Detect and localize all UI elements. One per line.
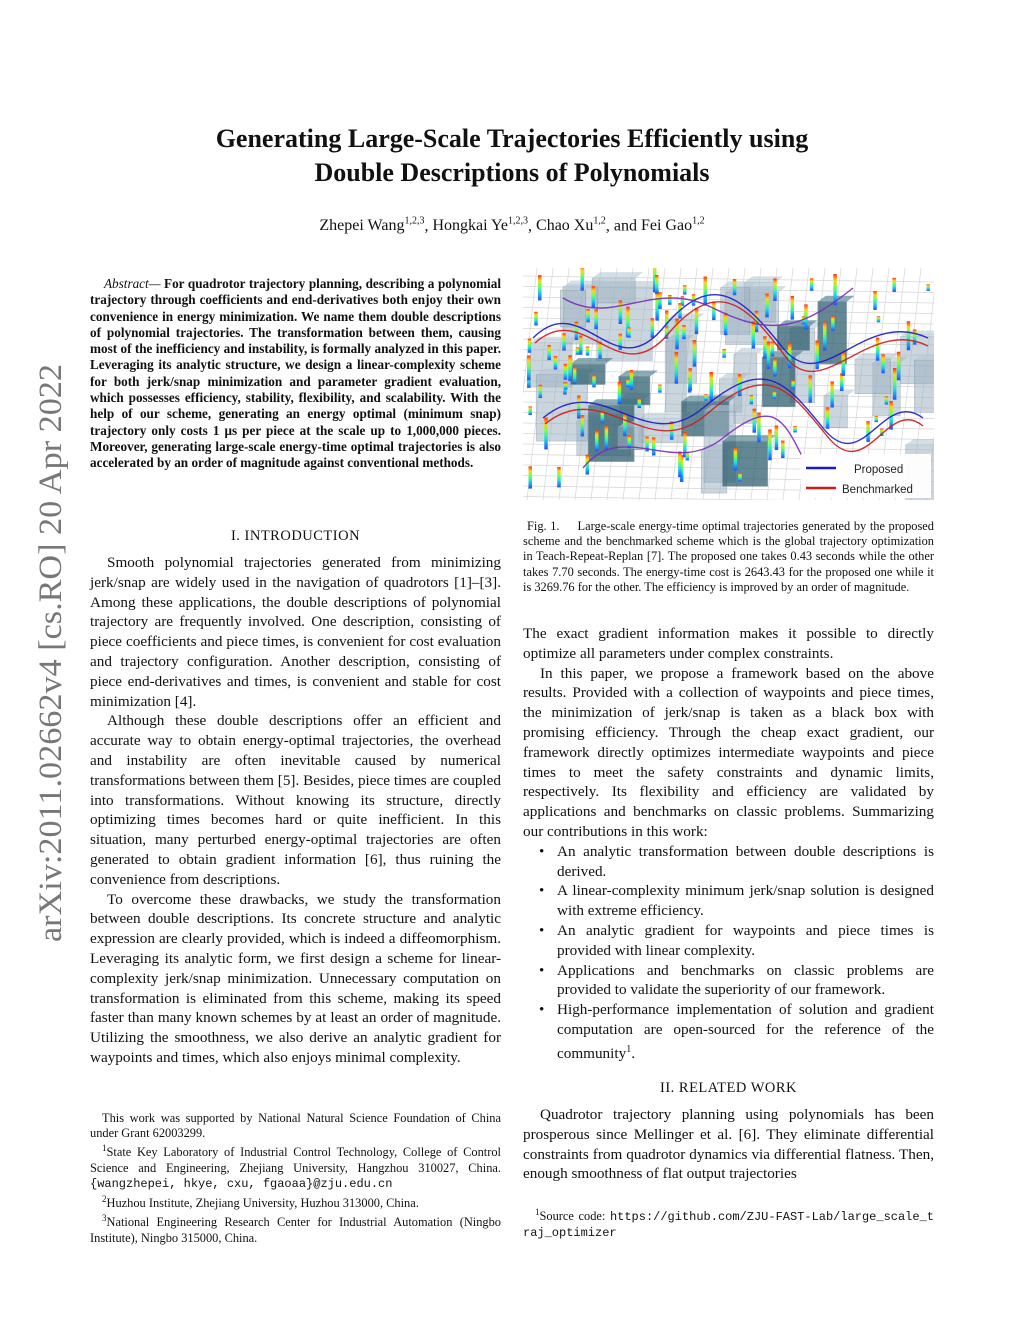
heatmap-pillar [586,347,590,356]
heatmap-pillar [768,429,772,460]
heatmap-pillar [823,321,827,351]
heatmap-pillar [683,285,687,294]
heatmap-pillar [810,278,814,290]
figure-1-caption [523,519,934,595]
heatmap-pillar [695,308,699,334]
heatmap-pillar [881,354,885,373]
heatmap-pillar [579,336,583,355]
heatmap-pillar [712,302,716,321]
heatmap-pillar [877,316,881,322]
heatmap-pillar [885,396,889,404]
heatmap-pillar [734,447,738,470]
affiliation-1: $^1$State Key Laboratory of Industrial Control Technology, College of Control Science and Engineering, Zhejiang University, Hangzhou 310027, China. {wangzhepei, hkye, cxu, fgaoaa}@zju.edu.cn [90,1143,501,1191]
source-code-link[interactable]: https://github.com/ZJU-FAST-Lab/large_scale_traj_optimizer [523,1210,934,1241]
obstacle-block [560,290,585,327]
heatmap-pillar [577,396,581,419]
heatmap-pillar [675,352,679,384]
heatmap-pillar [913,329,917,344]
heatmap-pillar [628,436,632,449]
heatmap-pillar [722,349,726,358]
heatmap-pillar [771,342,775,357]
heatmap-pillar [682,325,686,339]
contribution-item: • An analytic transformation between double descriptions is derived. [539,842,934,880]
contribution-item: • High-performance implementation of solution and gradient computation are open-sourced for the reference of the community$^1$. [539,1001,934,1062]
heatmap-pillar [704,394,708,400]
heatmap-pillar [528,339,532,353]
heatmap-pillar [655,275,659,294]
obstacle-top [681,395,736,401]
heatmap-pillar [638,399,642,408]
heatmap-pillar [564,364,568,380]
heatmap-pillar [897,352,901,380]
heatmap-pillar [539,385,543,398]
related-paragraph-1: Quadrotor trajectory planning using polynomials has been prosperous since Mellinger et al. [6]. They eliminate differential constraints from quadrotor dynamics via differential flatness. Then, enough smoothness of flat output trajectories [523,1106,934,1183]
heatmap-pillar [709,372,713,401]
intro-paragraph-2: Although these double descriptions offer an efficient and accurate way to obtain energy-optimal trajectories, the overhead and instability are often inevitable caused by numerical transformations between them [5]. Besides, piece times are coupled into transformations. Without knowing its structure, directly optimizing times becomes hard or quite inefficient. In this situation, many perturbed energy-optimal trajectories are often generated to obtain gradient information [6], thus ruining the convenience from descriptions. [90,712,501,888]
heatmap-pillar [791,296,795,320]
heatmap-pillar [733,279,737,295]
heatmap-pillar [575,322,579,340]
heatmap-pillar [753,409,757,433]
heatmap-pillar [893,368,897,400]
heatmap-pillar [830,381,834,407]
heatmap-pillar [658,292,662,309]
heatmap-pillar [678,451,682,477]
heatmap-pillar [793,426,797,432]
contributions-list [523,842,934,1064]
heatmap-pillar [765,294,769,318]
title-line-2: Double Descriptions of Polynomials [314,158,710,187]
heatmap-pillar [763,336,767,358]
contribution-item: • Applications and benchmarks on classic problems are provided to validate the superiority of our framework. [539,961,934,999]
author-2: Hongkai Ye$^{1,2,3}$ [432,216,529,235]
abstract-label: Abstract [104,276,149,291]
heatmap-pillar [773,391,777,398]
title-line-1: Generating Large-Scale Trajectories Efficiently using [215,124,809,153]
intro-paragraph-1: Smooth polynomial trajectories generated from minimizing jerk/snap are widely used in the navigation of quadrotors [1]–[3]. Among these applications, the double descriptions of polynomial trajectory are frequently involved. One description, consisting of piece coefficients and piece times, is convenient for cost evaluation and trajectory configuration. Another description, consisting of piece end-derivatives and times, is convenient and stable for cost minimization [4]. [90,554,501,710]
heatmap-pillar [738,374,742,396]
caption-text: Large-scale energy-time optimal trajectories generated by the proposed scheme and the benchmarked scheme which is the global trajectory optimization in Teach-Repeat-Replan [7]. The proposed one takes 0.43 seconds while the other takes 7.70 seconds. The energy-time cost is 2643.43 for the proposed one while it is 3269.76 for the other. The efficiency is improved by an order of magnitude. [523,519,934,594]
heatmap-pillar [527,356,531,381]
heatmap-pillar [826,407,830,428]
author-3: Chao Xu$^{1,2}$ [536,216,606,235]
heatmap-pillar [892,278,896,292]
heatmap-pillar [703,277,707,306]
intro-paragraph-3: To overcome these drawbacks, we study the transformation between double descriptions. Its concrete structure and analytic expression are clearly provided, which is indeed a diffeomorphism. Leveraging its analytic form, we first design a scheme for linear-complexity jerk/snap minimization. Unnecessary computation on transformation is eliminated from this scheme, making its speed faster than many known schemes by at least an order of magnitude. Utilizing the smoothness, we also derive an analytic gradient for waypoints and times, which also enjoys minimal complexity. [90,890,501,1066]
author-1: Zhepei Wang$^{1,2,3}$ [319,216,425,235]
heatmap-pillar [581,415,585,436]
heatmap-pillar [630,370,634,390]
heatmap-pillar [651,318,655,338]
heatmap-pillar [840,373,844,391]
heatmap-pillar [841,352,845,376]
heatmap-pillar [658,385,662,393]
heatmap-pillar [547,345,551,360]
heatmap-pillar [688,368,692,390]
heatmap-pillar [875,416,879,422]
section-heading-related-work: II. RELATED WORK [659,1080,797,1096]
affiliation-2: $^2$Huzhou Institute, Zhejiang University, Huzhou 313000, China. [102,1194,419,1211]
heatmap-pillar [866,421,870,442]
heatmap-pillar [573,367,577,384]
heatmap-pillar [773,358,777,376]
heatmap-pillar [738,473,742,481]
heatmap-pillar [538,275,542,300]
heatmap-pillar [568,355,572,381]
abstract: Abstract— For quadrotor trajectory planning, describing a polynomial trajectory through coefficients and end-derivatives both enjoy their own convenience in energy minimization. We name them double descriptions of polynomial trajectories. The transformation between them, causing most of the inefficiency and instability, is formally analyzed in this paper. Leveraging its analytic structure, we design a linear-complexity scheme for both jerk/snap minimization and parameter gradient evaluation, which possesses efficiency, stability, flexibility, and scalability. With the help of our scheme, generating an energy optimal (minimum snap) trajectory only costs 1 μs per piece at the scale up to 1,000,000 pieces. Moreover, generating large-scale energy-time optimal trajectories is also accelerated by an order of magnitude against conventional methods. [90,276,501,471]
heatmap-pillar [528,466,532,488]
heatmap-pillar [592,286,596,307]
heatmap-pillar [554,356,558,369]
legend-label-benchmarked: Benchmarked [842,484,913,496]
obstacle-block [723,441,768,486]
section-heading-introduction: I. INTRODUCTION [230,528,361,544]
heatmap-pillar [686,452,690,460]
heatmap-pillar [815,341,819,370]
obstacle-block [592,278,635,303]
paper-title [120,122,904,190]
heatmap-pillar [907,321,911,350]
abstract-text: For quadrotor trajectory planning, describing a polynomial trajectory through coefficients and end-derivatives both enjoy their own convenience in energy minimization. We name them double descriptions of polynomial trajectories. The transformation between them, causing most of the inefficiency and instability, is formally analyzed in this paper. Leveraging its analytic structure, we design a linear-complexity scheme for both jerk/snap minimization and parameter gradient evaluation, which possesses efficiency, stability, flexibility, and scalability. With the help of our scheme, generating an energy optimal (minimum snap) trajectory only costs 1 μs per piece at the scale up to 1,000,000 pieces. Moreover, generating large-scale energy-time optimal trajectories is also accelerated by an order of magnitude against conventional methods. [90,276,501,471]
heatmap-pillar [831,316,835,331]
heatmap-pillar [750,395,754,404]
author-list: Zhepei Wang$^{1,2,3}$, Hongkai Ye$^{1,2,3}$, Chao Xu$^{1,2}$, and Fei Gao$^{1,2}$ [319,216,705,235]
affiliation-3: $^3$National Engineering Research Center for Industrial Automation (Ningbo Institute), Ningbo 315000, China. [90,1213,501,1245]
heatmap-pillar [627,327,631,337]
heatmap-pillar [618,382,622,404]
related-work-body [523,1105,934,1184]
heatmap-pillar [562,333,566,350]
heatmap-pillar [775,426,779,450]
heatmap-pillar [693,340,697,367]
heatmap-pillar [724,313,728,335]
introduction-body [90,553,501,1068]
heatmap-pillar [767,341,771,369]
heatmap-pillar [619,300,623,324]
obstacle-block [914,360,934,412]
heatmap-pillar [626,379,630,387]
heatmap-pillar [781,441,785,458]
legend-label-proposed: Proposed [854,464,904,476]
heatmap-pillar [594,309,598,329]
heatmap-pillar [752,321,756,348]
heatmap-pillar [876,338,880,361]
heatmap-pillar [926,284,930,291]
arxiv-stamp [30,362,70,942]
heatmap-pillar [592,375,596,388]
heatmap-pillar [576,347,580,354]
heatmap-pillar [534,312,538,326]
heatmap-pillar [773,279,777,301]
contribution-item: • An analytic gradient for waypoints and piece times is provided with linear complexity. [539,921,934,959]
right-paragraph-2: In this paper, we propose a framework based on the above results. Provided with a collection of waypoints and piece times, the minimization of jerk/snap is taken as a black box with promising efficiency. Through the cheap exact gradient, our framework directly optimizes intermediate waypoints and piece times to meet the safety constraints and dynamic limits, respectively. Its flexibility and efficiency are validated by applications and benchmarks on classic problems. Summarizing our contributions in this work: [523,664,934,840]
obstacle-top [723,435,776,441]
right-column-body [523,624,934,1064]
trajectory-visualization [523,268,934,500]
heatmap-pillar [791,380,795,388]
caption-label: Fig. 1. [527,519,560,533]
heatmap-pillar [808,375,812,402]
arxiv-id-text: arXiv:2011.02662v4 [cs.RO] 20 Apr 2022 [33,384,69,942]
heatmap-pillar [528,406,532,415]
heatmap-pillar [557,467,561,487]
author-4: Fei Gao$^{1,2}$ [640,216,705,235]
heatmap-pillar [595,430,599,451]
heatmap-pillar [668,295,672,305]
funding-note: This work was supported by National Natural Science Foundation of China under Grant 62003299. [90,1111,501,1141]
heatmap-pillar [873,291,877,310]
heatmap-pillar [580,268,584,291]
heatmap-pillar [586,309,590,322]
heatmap-pillar [605,425,609,450]
right-footnote: $^1$Source code: https://github.com/ZJU-FAST-Lab/large_scale_traj_optimizer [523,1207,934,1241]
heatmap-pillar [564,383,568,390]
obstacle-block [855,359,891,394]
figure-legend [801,454,931,498]
right-paragraph-1: The exact gradient information makes it possible to directly optimize all parameters under complex constraints. [523,625,934,662]
left-footnotes [90,1111,501,1246]
contribution-item: • A linear-complexity minimum jerk/snap solution is designed with extreme efficiency. [539,882,934,920]
author-emails: {wangzhepei, hkye, cxu, fgaoaa}@zju.edu.cn [90,1176,393,1191]
heatmap-pillar [623,414,627,436]
obstacle-block [667,319,697,382]
figure-1-trajectories [523,268,934,500]
footnote-ref: 1 [626,1043,632,1055]
heatmap-pillar [652,438,656,456]
obstacle-top [592,272,643,278]
